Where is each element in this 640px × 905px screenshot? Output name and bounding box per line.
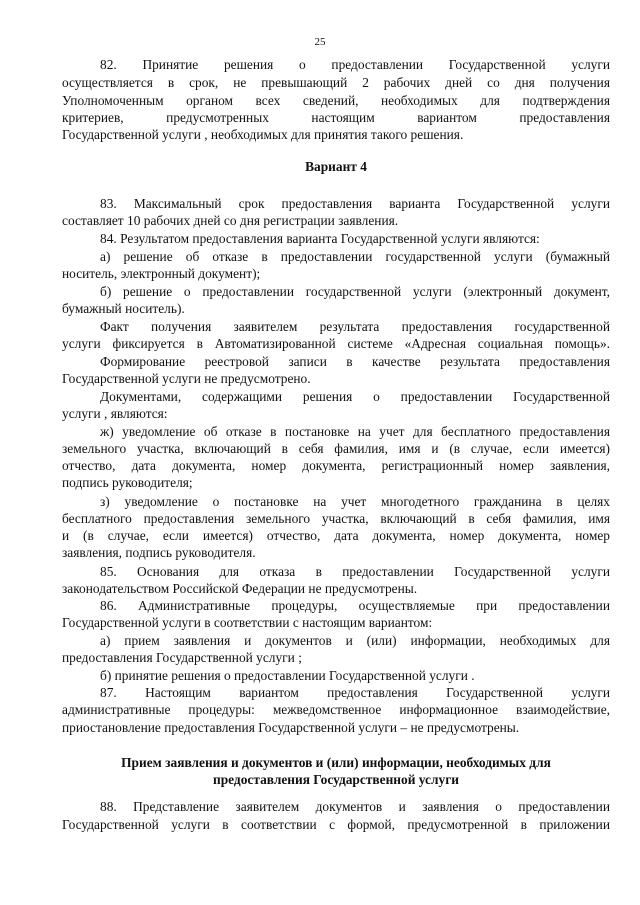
text-line: критериев, предусмотренных настоящим вариантом предоставления: [62, 110, 610, 125]
text-line: услуги фиксируется в Автоматизированной системе «Адресная социальная помощь».: [62, 336, 610, 351]
text-line: ж) уведомление об отказе в постановке на учет для бесплатного предоставления: [100, 424, 610, 439]
text-line: 87. Настоящим вариантом предоставления Государственной услуги: [100, 685, 610, 700]
text-line: Документами, содержащими решения о предоставлении Государственной: [100, 389, 610, 404]
section-heading: Вариант 4: [305, 159, 367, 174]
text-line: предоставления Государственной услуги ;: [62, 650, 302, 665]
text-line: а) решение об отказе в предоставлении государственной услуги (бумажный: [100, 249, 610, 264]
text-line: подпись руководителя;: [62, 475, 193, 490]
text-line: услуги , являются:: [62, 406, 168, 421]
text-line: Формирование реестровой записи в качестве результата предоставления: [100, 354, 610, 369]
text-line: заявления, подпись руководителя.: [62, 545, 256, 560]
text-line: составляет 10 рабочих дней со дня регистрации заявления.: [62, 213, 399, 228]
text-line: б) решение о предоставлении государственной услуги (электронный документ,: [100, 284, 610, 299]
section-heading: предоставления Государственной услуги: [213, 772, 459, 787]
text-line: Уполномоченным органом всех сведений, необходимых для подтверждения: [62, 93, 610, 108]
text-line: 88. Представление заявителем документов и заявления о предоставлении: [100, 799, 610, 814]
text-line: бумажный носитель).: [62, 301, 185, 316]
text-line: а) прием заявления и документов и (или) информации, необходимых для: [100, 633, 610, 648]
page-number: 25: [314, 36, 326, 48]
text-line: отчество, дата документа, номер документа, регистрационный номер заявления,: [62, 458, 610, 473]
text-line: приостановление предоставления Государственной услуги – не предусмотрены.: [62, 720, 520, 735]
text-line: и (в случае, если имеется) отчество, дата документа, номер документа, номер: [62, 528, 610, 543]
text-line: носитель, электронный документ);: [62, 266, 261, 281]
text-line: Факт получения заявителем результата предоставления государственной: [100, 319, 610, 334]
text-line: 86. Административные процедуры, осуществляемые при предоставлении: [100, 598, 610, 613]
text-line: б) принятие решения о предоставлении Государственной услуги .: [100, 668, 475, 683]
text-line: Государственной услуги в соответствии с формой, предусмотренной в приложении: [62, 817, 610, 832]
text-line: административные процедуры: межведомственное информационное взаимодействие,: [62, 702, 610, 717]
text-line: Государственной услуги не предусмотрено.: [62, 371, 311, 386]
text-line: земельного участка, включающий в себя фамилия, имя и (в случае, если имеется): [62, 441, 610, 456]
text-line: бесплатного предоставления земельного участка, включающий в себя фамилия, имя: [62, 511, 610, 526]
text-line: законодательством Российской Федерации не предусмотрены.: [62, 581, 418, 596]
text-line: 83. Максимальный срок предоставления варианта Государственной услуги: [100, 196, 610, 211]
section-heading: Прием заявления и документов и (или) информации, необходимых для: [121, 755, 551, 770]
text-line: 85. Основания для отказа в предоставлении Государственной услуги: [100, 564, 610, 579]
text-line: 82. Принятие решения о предоставлении Государственной услуги: [100, 57, 610, 72]
text-line: з) уведомление о постановке на учет многодетного гражданина в целях: [100, 494, 610, 509]
text-line: Государственной услуги , необходимых для принятия такого решения.: [62, 127, 464, 142]
text-line: Государственной услуги в соответствии с настоящим вариантом:: [62, 615, 433, 630]
text-line: осуществляется в срок, не превышающий 2 рабочих дней со дня получения: [62, 75, 610, 90]
text-line: 84. Результатом предоставления варианта Государственной услуги являются:: [100, 231, 540, 246]
